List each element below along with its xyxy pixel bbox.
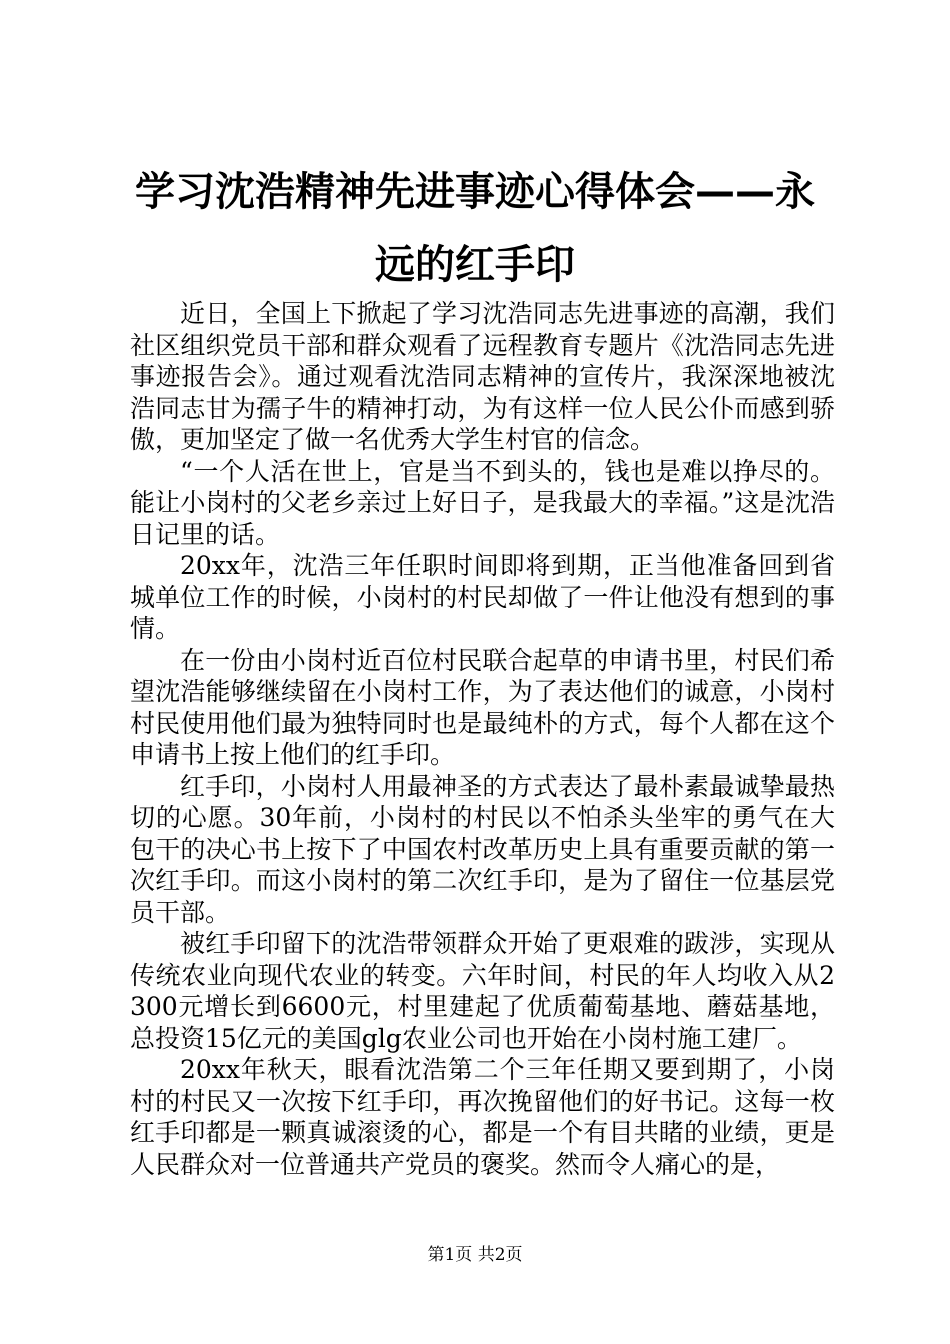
paragraph: “一个人活在世上，官是当不到头的，钱也是难以挣尽的。能让小岗村的父老乡亲过上好日子，是我最大的幸福。”这是沈浩日记里的话。 <box>130 456 835 549</box>
paragraph: 近日，全国上下掀起了学习沈浩同志先进事迹的高潮，我们社区组织党员干部和群众观看了远程教育专题片《沈浩同志先进事迹报告会》。通过观看沈浩同志精神的宣传片，我深深地被沈浩同志甘为孺子牛的精神打动，为有这样一位人民公仆而感到骄傲，更加坚定了做一名优秀大学生村官的信念。 <box>130 299 835 454</box>
page-number-footer: 第1页 共2页 <box>427 1245 523 1265</box>
paragraph: 在一份由小岗村近百位村民联合起草的申请书里，村民们希望沈浩能够继续留在小岗村工作，为了表达他们的诚意，小岗村村民使用他们最为独特同时也是最纯朴的方式，每个人都在这个申请书上按上他们的红手印。 <box>130 645 835 769</box>
document-title: 学习沈浩精神先进事迹心得体会——永远的红手印 <box>135 169 815 288</box>
paragraph: 20xx年秋天，眼看沈浩第二个三年任期又要到期了，小岗村的村民又一次按下红手印，再次挽留他们的好书记。这每一枚红手印都是一颗真诚滚烫的心，都是一个有目共睹的业绩，更是人民群众对一位普通共产党员的褒奖。然而令人痛心的是， <box>130 1055 835 1179</box>
document-body <box>130 298 835 1180</box>
paragraph: 被红手印留下的沈浩带领群众开始了更艰难的跋涉，实现从传统农业向现代农业的转变。六年时间，村民的年人均收入从2300元增长到6600元，村里建起了优质葡萄基地、蘑菇基地，总投资15亿元的美国glg农业公司也开始在小岗村施工建厂。 <box>130 929 835 1053</box>
paragraph: 20xx年，沈浩三年任职时间即将到期，正当他准备回到省城单位工作的时候，小岗村的村民却做了一件让他没有想到的事情。 <box>130 551 835 643</box>
paragraph: 红手印，小岗村人用最神圣的方式表达了最朴素最诚挚最热切的心愿。30年前，小岗村的村民以不怕杀头坐牢的勇气在大包干的决心书上按下了中国农村改革历史上具有重要贡献的第一次红手印。而这小岗村的第二次红手印，是为了留住一位基层党员干部。 <box>130 771 835 927</box>
